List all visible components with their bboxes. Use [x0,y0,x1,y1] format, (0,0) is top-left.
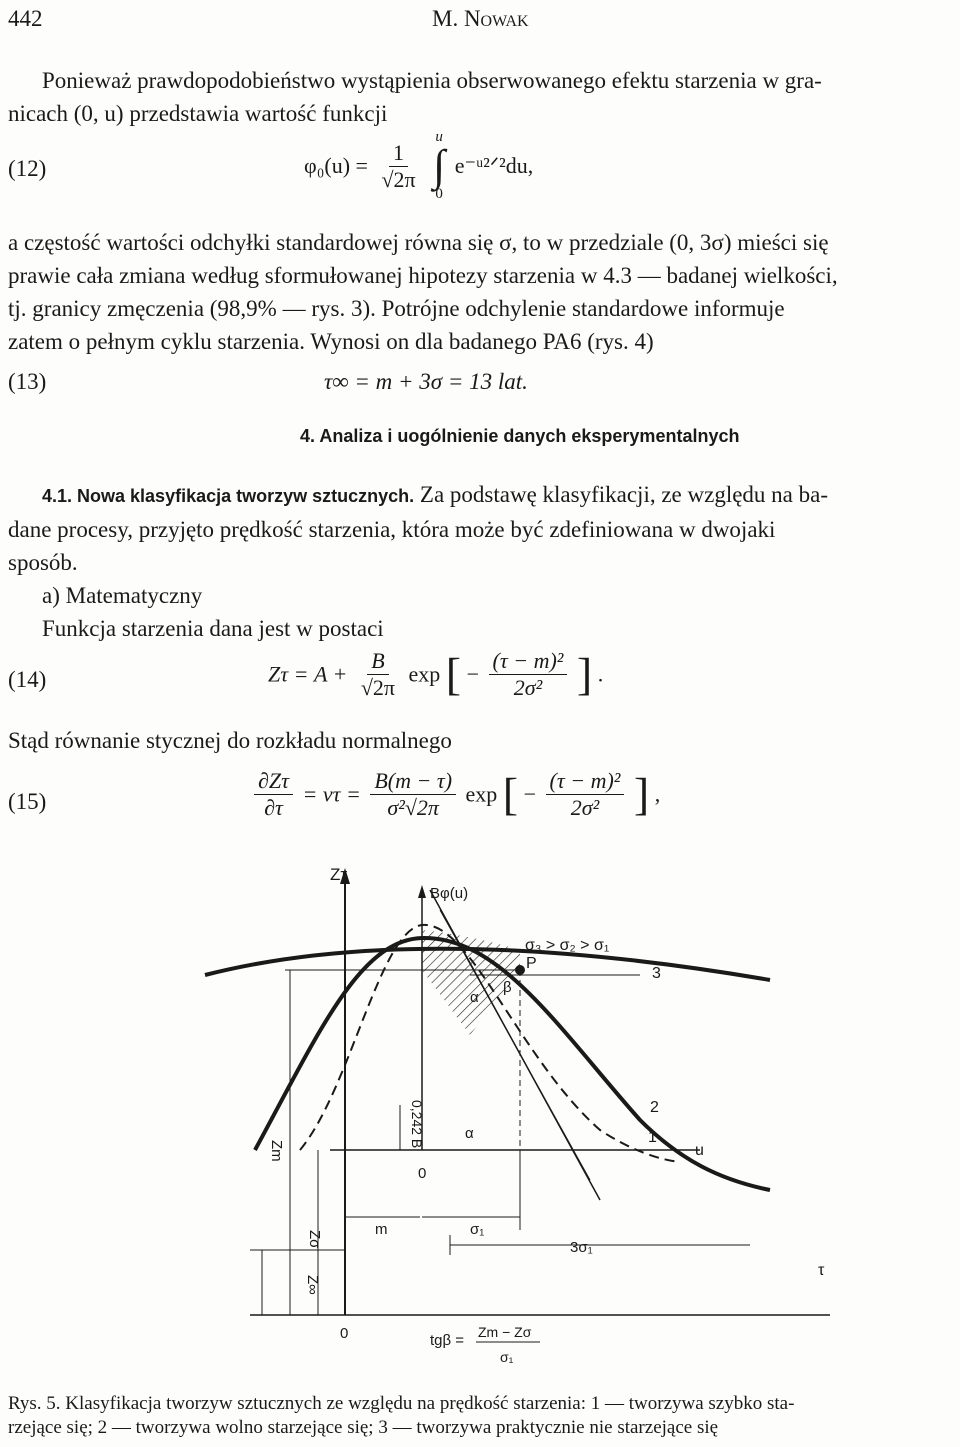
eq12-int-upper: u [435,129,443,145]
item-a: a) Matematyczny [42,583,203,608]
para2-line-2: prawie cała zmiana według sformułowanej hipotezy starzenia w 4.3 — badanej wielkości, [8,263,838,288]
eq15-fraction [370,768,456,821]
subsection-line-3: sposób. [8,550,78,575]
curve-2-label: 2 [650,1099,659,1116]
integral-sign: ∫ [433,141,446,190]
eq15-num: B(m − τ) [370,768,456,795]
eq12-integral [433,130,445,202]
alpha-low-label: α [465,1125,474,1142]
subsection-heading: 4.1. Nowa klasyfikacja tworzyw sztucznych. [42,486,415,506]
three-sigma1-label: 3σ₁ [570,1239,593,1256]
axis-x-label: τ [818,1262,825,1279]
curve-3-label: 3 [652,965,661,982]
curve-1-label: 1 [648,1129,657,1146]
right-bracket: ] [576,648,593,700]
eq15-derivative [254,768,293,821]
intro-line-1: Ponieważ prawdopodobieństwo wystąpienia obserwowanego efektu starzenia w gra- [42,68,822,93]
eq14-label: (14) [8,667,47,692]
eq15-d-num: ∂Zτ [254,768,293,795]
eq15 [250,768,660,821]
right-bracket: ] [633,768,650,820]
running-title: M. Nowak [432,6,529,31]
tg-lhs: tgβ = [430,1332,465,1349]
eq15-label: (15) [8,789,47,814]
beta-label: β [503,979,512,996]
eq12 [304,130,533,202]
zm-label: Zm [268,1140,285,1162]
eq15-tail: , [654,781,661,807]
eq12-fraction [377,140,419,193]
relation-label: σ₃ > σ₂ > σ₁ [525,937,610,954]
eq14 [268,648,603,701]
eq14-num: B [367,648,388,675]
center-axis-arrow [418,885,426,898]
eq15-inner-den: 2σ² [570,795,600,820]
eq12-int-lower: 0 [435,186,443,202]
eq14-inner-den: 2σ² [513,675,543,700]
m-label: m [375,1221,388,1238]
subsection-line-1-rest: Za podstawę klasyfikacji, ze względu na ba- [414,482,828,507]
eq15-minus: − [523,781,537,807]
eq14-minus: − [466,661,480,687]
tg-num: Zm − Zσ [478,1324,532,1340]
item-a-text: Funkcja starzenia dana jest w postaci [42,616,384,641]
eq13-label: (13) [8,369,47,394]
eq12-num: 1 [389,140,408,167]
subsection-line-2: dane procesy, przyjęto prędkość starzenia, która może być zdefiniowana w dwojaki [8,517,776,542]
subsection-line-1 [42,478,828,513]
eq15-d-den: ∂τ [264,795,283,820]
eq12-lhs: φ₀(u) = [304,153,368,178]
para2-line-1: a częstość wartości odchyłki standardowej równa się σ, to w przedziale (0, 3σ) mieści się [8,230,829,255]
tg-den: σ₁ [500,1349,514,1365]
caption-line-2: rzejące się; 2 — tworzywa wolno starzejące się; 3 — tworzywa praktycznie nie starzejące się [8,1417,719,1438]
para2-line-3: tj. granicy zmęczenia (98,9% — rys. 3). Potrójne odchylenie standardowe informuje [8,296,785,321]
eq14-lhs: Zτ = A + [268,661,348,687]
b242-label: 0,242 B [409,1100,425,1149]
axis-y2-label: Bφ(u) [430,885,469,902]
intro-line-2: nicach (0, u) przedstawia wartość funkcji [8,101,388,126]
axis-y-label: Zτ [330,865,348,884]
caption-line-1: Rys. 5. Klasyfikacja tworzyw sztucznych ze względu na prędkość starzenia: 1 — tworzywa szybko sta- [8,1393,795,1414]
zero-u-label: 0 [418,1165,427,1182]
eq15-den: σ²√2π [387,795,439,820]
eq12-den: √2π [381,166,416,192]
eq15-exp: exp [465,781,498,807]
stad-line: Stąd równanie stycznej do rozkładu normalnego [8,728,452,753]
eq12-label: (12) [8,156,47,181]
left-bracket: [ [445,648,462,700]
curve-2 [255,938,770,1190]
eq14-tail: . [597,661,604,687]
eq14-inner-fraction [489,648,568,701]
zsigma-label: Zσ [306,1230,323,1249]
left-bracket: [ [502,768,519,820]
point-p-label: P [526,955,537,972]
eq14-fraction [357,648,399,701]
eq14-exp: exp [408,661,441,687]
para2-line-4: zatem o pełnym cyklu starzenia. Wynosi on dla badanego PA6 (rys. 4) [8,329,654,354]
alpha-top-label: α [470,989,479,1006]
eq14-inner-num: (τ − m)² [489,648,568,675]
eq15-mid: = vτ = [302,781,361,807]
eq15-inner-fraction [546,768,625,821]
eq15-inner-num: (τ − m)² [546,768,625,795]
zero-axis-label: 0 [340,1325,349,1342]
zinf-label: Z∞ [304,1275,321,1295]
page-number: 442 [8,6,43,31]
sigma1-label: σ₁ [470,1221,485,1238]
eq14-den: √2π [360,675,396,700]
section-heading: 4. Analiza i uogólnienie danych eksperymentalnych [300,426,740,446]
axis-u-label: u [695,1142,704,1159]
eq12-integrand: e⁻ᵘ²ᐟ²du, [454,153,534,178]
eq13-expr: τ∞ = m + 3σ = 13 lat. [324,369,528,394]
figure-5 [0,850,960,1370]
